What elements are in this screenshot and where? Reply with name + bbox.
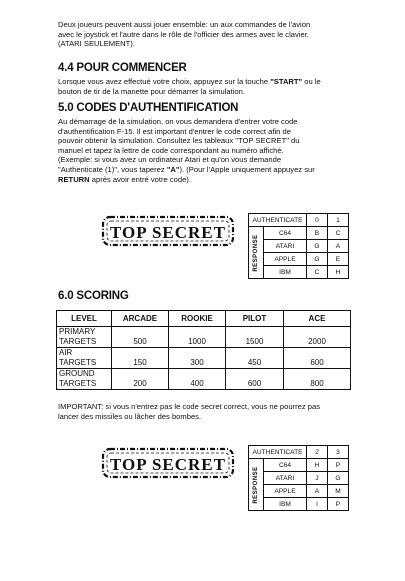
table-cell: 200: [112, 369, 169, 390]
table-cell: 1500: [226, 327, 284, 348]
paragraph-line: d'authentification F-15. Il est important d'entrer le code correct afin de: [58, 126, 291, 136]
table-cell: E: [328, 253, 349, 266]
intro-line: avec le joystick et l'autre dans le rôle de l'officier des armes avec le clavier.: [58, 29, 309, 39]
table-cell: 600: [226, 369, 284, 390]
table-row: [57, 369, 351, 390]
table-cell: APPLE: [264, 485, 307, 498]
paragraph-line: [58, 165, 350, 175]
important-note: IMPORTANT: si vous n'entrez pas le code secret correct, vous ne pourrez pas lancer des missiles ou lâcher des bombes.: [58, 402, 320, 421]
svg-text:TOP SECRET: TOP SECRET: [110, 455, 226, 474]
text-span: après avoir entré votre code).: [89, 174, 191, 184]
text-span: "START": [270, 77, 303, 86]
table-cell: 0: [307, 214, 328, 227]
table-cell: 2000: [284, 327, 351, 348]
text-span: RESPONSE: [253, 465, 259, 504]
table-cell: 500: [112, 327, 169, 348]
table-cell: G: [307, 253, 328, 266]
table-cell: P: [328, 498, 349, 511]
table-cell: C64: [264, 459, 307, 472]
table-header-cell: LEVEL: [57, 311, 112, 327]
text-span: GROUND: [59, 369, 95, 378]
table-cell: 1000: [169, 327, 226, 348]
table-cell: ATARI: [264, 472, 307, 485]
table-cell: A: [307, 485, 328, 498]
table-header-cell: ACE: [284, 311, 351, 327]
top-secret-stamp: [101, 214, 235, 253]
table-cell: [57, 327, 112, 348]
table-cell: IBM: [264, 498, 307, 511]
table-cell: 150: [112, 348, 169, 369]
text-span: "A": [166, 164, 180, 174]
table-cell: C64: [264, 227, 307, 240]
paragraph-line: manuel et tapez la lettre de code correspondant au numéro affiché.: [58, 145, 284, 155]
table-cell: [57, 348, 112, 369]
table-row: [57, 327, 351, 348]
paragraph-line: pouvoir obtenir la simulation. Consultez les tableaux "TOP SECRET" du: [58, 136, 300, 146]
table-cell: 2: [307, 446, 328, 459]
table-cell: H: [307, 459, 328, 472]
section-5-0-title: 5.0 CODES D'AUTHENTIFICATION: [58, 102, 239, 114]
table-cell: APPLE: [264, 253, 307, 266]
text-span: PRIMARY: [59, 327, 96, 336]
text-span: TARGETS: [59, 337, 97, 346]
text-span: RETURN: [58, 174, 90, 184]
table-cell: A: [328, 240, 349, 253]
authentication-table-1: [248, 213, 349, 279]
text-span: RESPONSE: [253, 233, 259, 272]
table-cell: AUTHENTICATE: [249, 446, 307, 459]
table-cell: 300: [169, 348, 226, 369]
text-span: ou le: [302, 77, 321, 86]
section-4-4-paragraph: Lorsque vous avez effectué votre choix, appuyez sur la touche "START" ou le bouton de tir de la manette pour démarrer la simulation.: [58, 77, 321, 96]
text-span: TARGETS: [59, 379, 97, 388]
table-cell: 3: [328, 446, 349, 459]
text-span: "Authenticate (1)", vous taperez: [58, 164, 167, 174]
paragraph-line: [58, 175, 350, 185]
table-cell: [57, 369, 112, 390]
text-span: AIR: [59, 348, 73, 357]
table-cell: P: [328, 459, 349, 472]
intro-paragraph: [58, 20, 350, 49]
table-cell: J: [307, 472, 328, 485]
table-cell: C: [328, 227, 349, 240]
table-cell: G: [328, 472, 349, 485]
table-cell: M: [328, 485, 349, 498]
intro-line: Deux joueurs peuvent aussi jouer ensemble: un aux commandes de l'avion: [58, 20, 311, 29]
table-cell: C: [307, 266, 328, 279]
response-label: [249, 227, 264, 279]
text-span: ). (Pour l'Apple uniquement appuyez sur: [179, 164, 315, 174]
table-cell: 400: [169, 369, 226, 390]
table-header-cell: PILOT: [226, 311, 284, 327]
table-cell: 600: [284, 348, 351, 369]
text-span: Lorsque vous avez effectué votre choix, appuyez sur la touche: [58, 77, 271, 86]
table-header-cell: ROOKIE: [169, 311, 226, 327]
table-row: [57, 348, 351, 369]
table-cell: 1: [328, 214, 349, 227]
authentication-table-2: [248, 445, 349, 511]
table-cell: ATARI: [264, 240, 307, 253]
response-label: [249, 459, 264, 511]
table-cell: H: [328, 266, 349, 279]
svg-text:TOP SECRET: TOP SECRET: [110, 223, 226, 242]
paragraph-line: Au démarrage de la simulation, on vous demandera d'entrer votre code: [58, 117, 298, 126]
table-cell: AUTHENTICATE: [249, 214, 307, 227]
table-cell: 800: [284, 369, 351, 390]
text-span: TARGETS: [59, 358, 97, 367]
table-cell: I: [307, 498, 328, 511]
section-6-0-title: 6.0 SCORING: [58, 290, 129, 302]
top-secret-stamp: [101, 446, 235, 485]
table-cell: G: [307, 240, 328, 253]
intro-line: (ATARI SEULEMENT).: [58, 39, 135, 49]
table-header-cell: ARCADE: [112, 311, 169, 327]
scoring-table: [56, 310, 351, 390]
table-cell: B: [307, 227, 328, 240]
section-5-0-paragraph: [58, 117, 350, 184]
table-cell: 450: [226, 348, 284, 369]
table-cell: IBM: [264, 266, 307, 279]
section-4-4-title: 4.4 POUR COMMENCER: [58, 62, 187, 74]
paragraph-line: (Exemple: si vous avez un ordinateur Atari et qu'on vous demande: [58, 155, 282, 165]
